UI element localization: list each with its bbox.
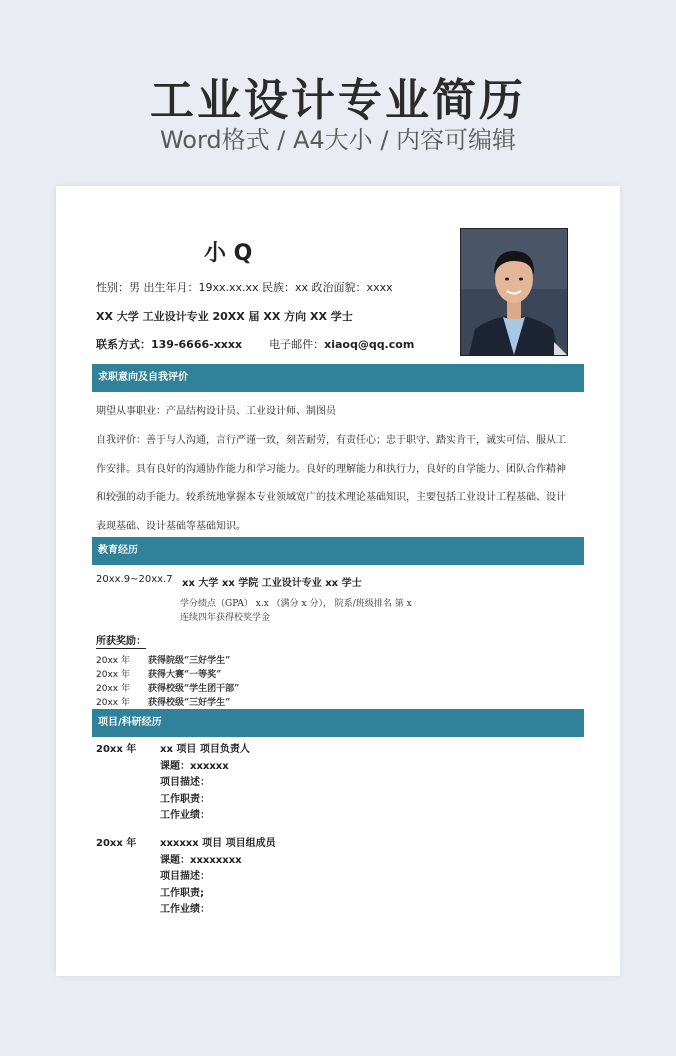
school-info: XX 大学 工业设计专业 20XX 届 XX 方向 XX 学士 — [96, 310, 353, 323]
candidate-name: 小 Q — [204, 241, 253, 266]
edu-period: 20xx.9~20xx.7 — [96, 574, 173, 585]
section-projects: 项目/科研经历 — [92, 709, 584, 737]
resume-sheet — [56, 186, 620, 976]
job-objective: 期望从事职业：产品结构设计员、工业设计师、制图员 — [96, 406, 336, 417]
edu-school: xx 大学 xx 学院 工业设计专业 xx 学士 — [182, 578, 362, 589]
project-result: 工作业绩： — [160, 904, 210, 915]
award-year: 20xx 年 — [96, 670, 130, 680]
photo-page-curl — [554, 342, 568, 356]
email-label: 电子邮件： — [269, 338, 325, 351]
edu-gpa: 学分绩点（GPA） x.x （满分 x 分）， 院系/班级排名 第 x — [180, 599, 412, 609]
project-desc: 项目描述： — [160, 777, 210, 788]
email-value: xiaoq@qq.com — [324, 338, 415, 351]
project-topic: 课题：xxxxxxxx — [160, 855, 242, 866]
edu-scholarship: 连续四年获得校奖学金 — [180, 613, 271, 623]
project-result: 工作业绩： — [160, 810, 210, 821]
profile-photo — [460, 228, 568, 356]
section-education: 教育经历 — [92, 537, 584, 565]
project-title: xxxxxx 项目 项目组成员 — [160, 838, 276, 849]
award-year: 20xx 年 — [96, 684, 130, 694]
self-eval-line: 作安排。具有良好的沟通协作能力和学习能力。良好的理解能力和执行力，良好的自学能力、团队合作精神 — [96, 464, 566, 475]
award-text: 获得院级“三好学生” — [148, 656, 231, 666]
contact-phone: 联系方式：139-6666-xxxx — [96, 338, 243, 351]
award-year: 20xx 年 — [96, 698, 130, 708]
award-text: 获得大赛“一等奖” — [148, 670, 222, 680]
personal-info: 性别：男 出生年月：19xx.xx.xx 民族：xx 政治面貌：xxxx — [96, 281, 393, 294]
award-year: 20xx 年 — [96, 656, 130, 666]
award-text: 获得校级“学生团干部” — [148, 684, 240, 694]
award-text: 获得校级“三好学生” — [148, 698, 231, 708]
section-objective: 求职意向及自我评价 — [92, 364, 584, 392]
self-eval-line: 自我评价：善于与人沟通，言行严谨一致，刻苦耐劳，有责任心；忠于职守、踏实肯干，诚实可信、服从工 — [96, 435, 566, 446]
portrait-illustration — [461, 229, 567, 355]
project-year: 20xx 年 — [96, 744, 137, 755]
contact-row — [96, 336, 414, 352]
project-desc: 项目描述： — [160, 871, 210, 882]
hero-subtitle: Word格式 / A4大小 / 内容可编辑 — [159, 126, 517, 154]
project-duty: 工作职责; — [160, 888, 204, 899]
project-duty: 工作职责： — [160, 794, 210, 805]
project-year: 20xx 年 — [96, 838, 137, 849]
project-title: xx 项目 项目负责人 — [160, 744, 250, 755]
awards-title: 所获奖励： — [96, 632, 146, 649]
self-eval-line: 和较强的动手能力。较系统地掌握本专业领域宽广的技术理论基础知识，主要包括工业设计工程基础、设计 — [96, 492, 566, 503]
project-topic: 课题：xxxxxx — [160, 761, 229, 772]
self-eval-line: 表现基础、设计基础等基础知识。 — [96, 521, 246, 532]
hero-title: 工业设计专业简历 — [150, 75, 526, 126]
